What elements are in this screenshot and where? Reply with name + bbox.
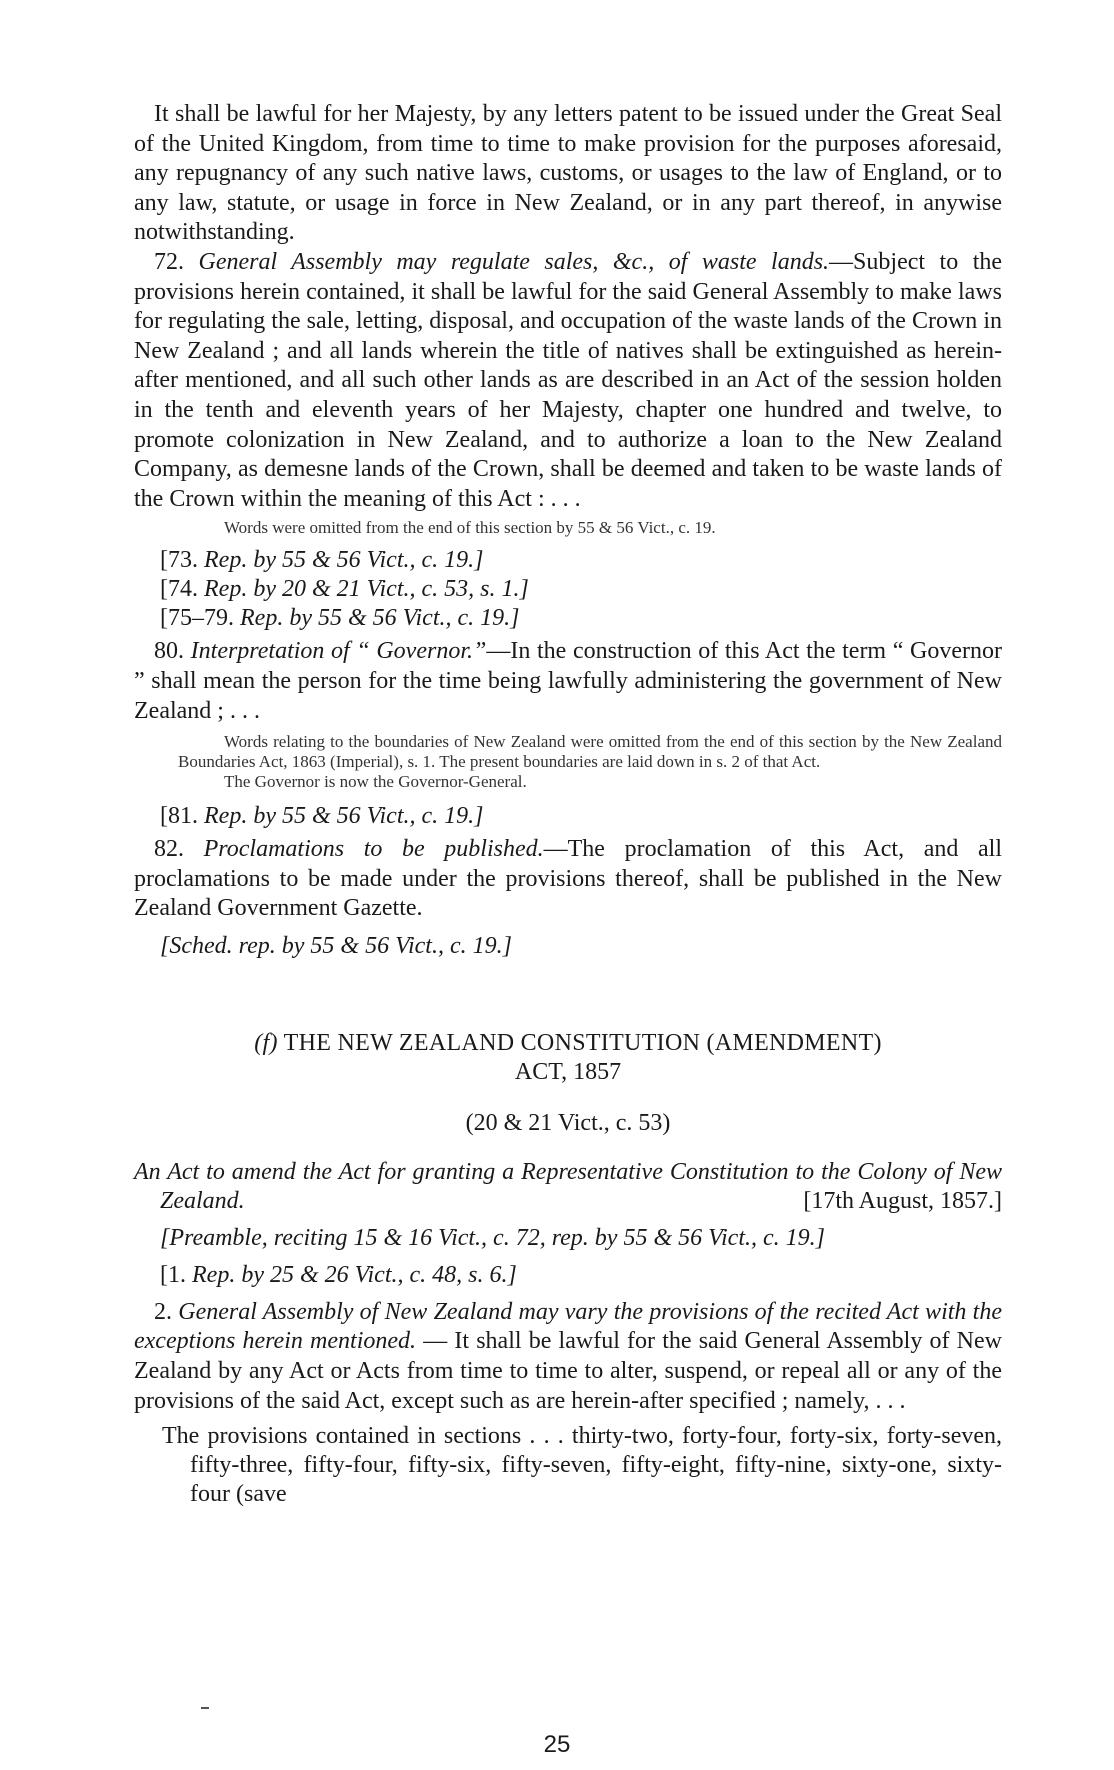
section-82-heading: Proclamations to be published.: [203, 836, 544, 863]
act-f-section-2-number: 2.: [154, 1298, 172, 1325]
section-80-note-2: The Governor is now the Governor-General.: [224, 772, 527, 792]
schedule-repeal-num: [Sched.: [160, 932, 233, 959]
print-mark: [201, 1707, 209, 1709]
act-f-section-2: [134, 1298, 1002, 1416]
act-f-title-line-2: ACT, 1857: [514, 1058, 622, 1085]
section-80-text: —In the construction of this Act the term “ Governor ” shall mean the person for the time being lawfully administering the government of New Zealand ; . . .: [134, 638, 1003, 724]
schedule-repeal-text: rep. by 55 & 56 Vict., c. 19.]: [238, 932, 512, 959]
act-f-long-title-text: An Act to amend the Act for granting a Representative Constitution to the Colony of New Zealand.: [134, 1158, 1002, 1214]
act-f-citation: (20 & 21 Vict., c. 53): [465, 1109, 671, 1136]
section-72-text: —Subject to the provisions herein contained, it shall be lawful for the said General Assembly to make laws for regulating the sale, letting, disposal, and occupation of the waste lands of the Crown in New Zealand ; and all lands wherein the title of natives shall be extinguished as herein-after mentioned, and all such other lands as are described in an Act of the session holden in the tenth and eleventh years of her Majesty, chapter one hundred and twelve, to promote colonization in New Zealand, and to authorize a loan to the New Zealand Company, as demesne lands of the Crown, shall be deemed and taken to be waste lands of the Crown within the meaning of this Act : . . .: [134, 248, 1003, 512]
opening-paragraph: It shall be lawful for her Majesty, by any letters patent to be issued under the Great Seal of the United Kingdom, from time to time to make provision for the purposes aforesaid, any repugnancy of any such native laws, customs, or usages to the law of England, or to any law, statute, or usage in force in New Zealand, or in any part thereof, in anywise notwithstanding.: [134, 101, 1002, 246]
section-80-heading: Interpretation of “ Governor.”: [190, 638, 487, 665]
act-f-section-1-num: [1.: [160, 1261, 186, 1288]
section-80: [134, 637, 1002, 726]
section-72-heading: General Assembly may regulate sales, &c., of waste lands.: [198, 248, 830, 275]
repeal-75-79-text: Rep. by 55 & 56 Vict., c. 19.]: [240, 605, 520, 632]
repeal-74-text: Rep. by 20 & 21 Vict., c. 53, s. 1.]: [204, 576, 529, 603]
section-72-number: 72.: [154, 248, 184, 275]
act-f-section-2-text: — It shall be lawful for the said General Assembly of New Zealand by any Act or Acts from time to time to alter, suspend, or repeal all or any of the provisions of the said Act, except such as are herein-after specified ; namely, . . .: [134, 1328, 1002, 1414]
repeal-81-text: Rep. by 55 & 56 Vict., c. 19.]: [204, 803, 484, 830]
act-f-section-2-provisions: The provisions contained in sections . . . thirty-two, forty-four, forty-six, forty-seven, fifty-three, fifty-four, fifty-six, fifty-seven, fifty-eight, fifty-nine, sixty-one, sixty-four (save: [162, 1423, 1002, 1508]
section-82-text: —The proclamation of this Act, and all proclamations to be made under the provisions thereof, shall be published in the New Zealand Government Gazette.: [134, 836, 1002, 922]
act-f-long-title: [134, 1158, 1002, 1216]
schedule-repeal: [134, 932, 1002, 961]
act-f-label: (f): [254, 1029, 278, 1056]
act-f-title-line-1: [134, 1029, 1002, 1058]
repeal-73: [134, 546, 1002, 575]
section-80-number: 80.: [154, 638, 184, 665]
section-72-note: Words were omitted from the end of this section by 55 & 56 Vict., c. 19.: [224, 518, 716, 538]
repeal-73-text: Rep. by 55 & 56 Vict., c. 19.]: [204, 547, 484, 574]
act-f-title-text: THE NEW ZEALAND CONSTITUTION (AMENDMENT): [283, 1029, 882, 1056]
repeal-74: [134, 575, 1002, 604]
repeal-73-num: [73.: [160, 547, 198, 574]
act-f-preamble-num: [Preamble, reciting: [160, 1224, 348, 1251]
repeal-81-num: [81.: [160, 803, 198, 830]
section-80-note-1: Words relating to the boundaries of New Zealand were omitted from the end of this section by the New Zealand Boundaries Act, 1863 (Imperial), s. 1. The present boundaries are laid down in s. 2 of that Act.: [178, 732, 1002, 772]
section-72: [134, 248, 1002, 514]
act-f-section-2-heading: General Assembly of New Zealand may vary the provisions of the recited Act with the exceptions herein mentioned.: [134, 1298, 1002, 1355]
act-f-section-1-text: Rep. by 25 & 26 Vict., c. 48, s. 6.]: [192, 1261, 517, 1288]
act-f-date: [17th August, 1857.]: [803, 1187, 1002, 1214]
repeal-75-79-num: [75–79.: [160, 605, 234, 632]
section-82-number: 82.: [154, 836, 184, 863]
page-content: [134, 100, 1002, 1509]
section-82: [134, 835, 1002, 924]
act-f-section-1: [134, 1261, 1002, 1290]
repeal-81: [134, 802, 1002, 831]
repeal-75-79: [134, 604, 1002, 633]
act-f-preamble: [134, 1224, 1002, 1253]
page-number: 25: [543, 1731, 571, 1758]
act-f-preamble-text: 15 & 16 Vict., c. 72, rep. by 55 & 56 Vict., c. 19.]: [353, 1224, 825, 1251]
repeal-74-num: [74.: [160, 576, 198, 603]
